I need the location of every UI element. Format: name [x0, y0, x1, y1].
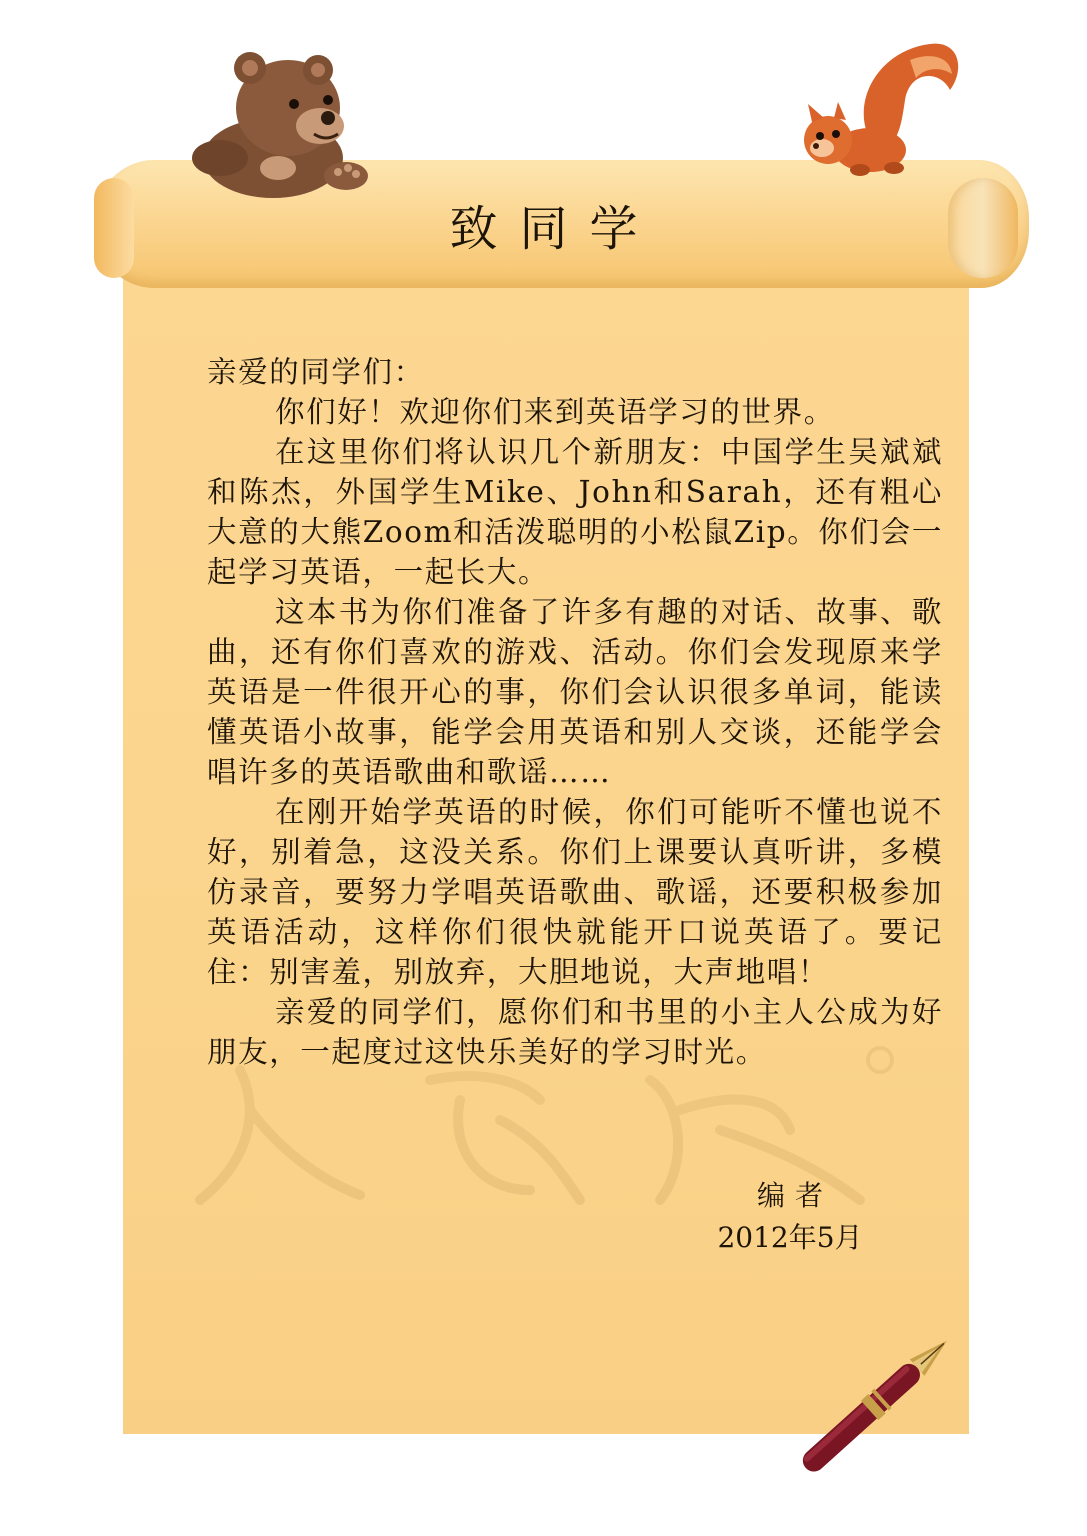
letter-paragraph: 亲爱的同学们，愿你们和书里的小主人公成为好朋友，一起度过这快乐美好的学习时光。	[207, 995, 943, 1069]
letter-paragraph: 在这里你们将认识几个新朋友：中国学生吴斌斌和陈杰，外国学生Mike、John和Sarah，还有粗心大意的大熊Zoom和活泼聪明的小松鼠Zip。你们会一起学习英语，一起长大。	[207, 435, 943, 589]
letter-body	[207, 352, 943, 1072]
signature-date: 2012年5月	[717, 1221, 863, 1254]
bear-illustration	[178, 38, 378, 198]
signature-editor: 编者	[756, 1179, 833, 1212]
letter-paragraph: 这本书为你们准备了许多有趣的对话、故事、歌曲，还有你们喜欢的游戏、活动。你们会发现原来学英语是一件很开心的事，你们会认识很多单词，能读懂英语小故事，能学会用英语和别人交谈，还能学会唱许多的英语歌曲和歌谣……	[207, 595, 943, 789]
page-title: 致同学	[449, 201, 660, 257]
letter-signature	[700, 1176, 880, 1258]
squirrel-illustration	[790, 30, 970, 190]
letter-greeting: 亲爱的同学们：	[207, 355, 425, 389]
letter-paragraph: 在刚开始学英语的时候，你们可能听不懂也说不好，别着急，这没关系。你们上课要认真听讲，多模仿录音，要努力学唱英语歌曲、歌谣，还要积极参加英语活动，这样你们很快就能开口说英语了。要记住：别害羞，别放弃，大胆地说，大声地唱！	[207, 795, 943, 989]
fountain-pen-illustration	[770, 1316, 990, 1486]
letter-paragraph: 你们好！欢迎你们来到英语学习的世界。	[275, 395, 835, 429]
